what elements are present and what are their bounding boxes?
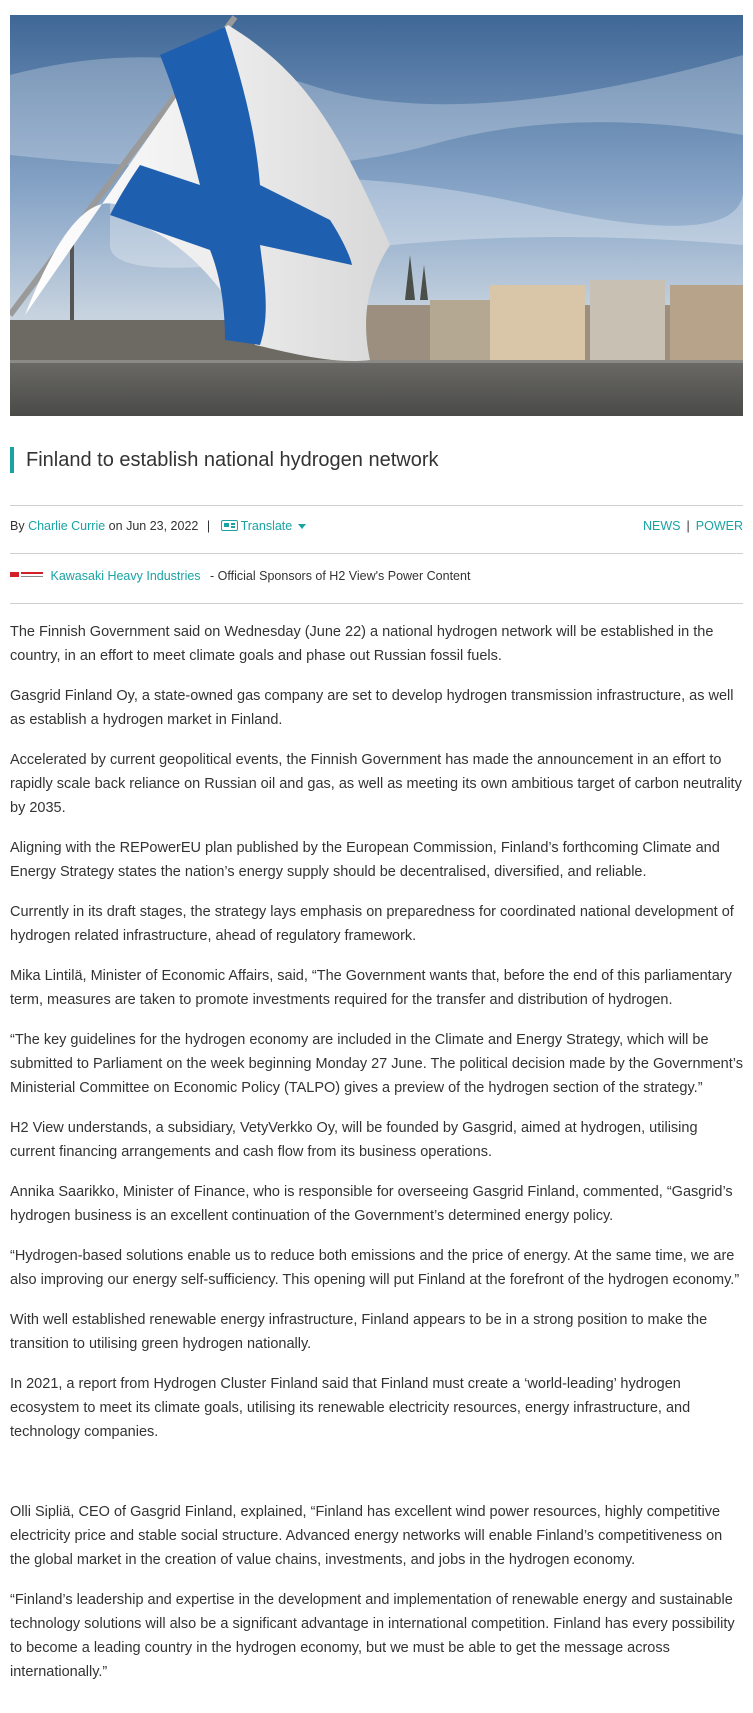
article-paragraph: In 2021, a report from Hydrogen Cluster Finland said that Finland must create a ‘world-leading’ hydrogen ecosystem to meet its climate goals, utilising its renewable electricity resources, energy infrastructure, and technology companies. bbox=[10, 1376, 691, 1440]
tag-separator: | bbox=[686, 519, 690, 533]
article-body bbox=[10, 620, 743, 1700]
article-paragraph: “The key guidelines for the hydrogen economy are included in the Climate and Energy Strategy, which will be submitted to Parliament on the week beginning Monday 27 June. The political decision made by the Government’s Ministerial Committee on Economic Policy (TALPO) gives a preview of the hydrogen section of the strategy.” bbox=[10, 1032, 743, 1096]
article-paragraph: With well established renewable energy infrastructure, Finland appears to be in a strong position to make the transition to utilising green hydrogen nationally. bbox=[10, 1312, 708, 1352]
divider bbox=[10, 505, 743, 506]
translate-label: Translate bbox=[240, 519, 293, 533]
tag-news[interactable]: NEWS bbox=[643, 519, 681, 533]
article-paragraph: “Hydrogen-based solutions enable us to reduce both emissions and the price of energy. At the same time, we are also improving our energy self-sufficiency. This opening will put Finland at the forefront of the hydrogen economy.” bbox=[10, 1248, 740, 1288]
hero-image bbox=[10, 15, 743, 416]
article-paragraph: “Finland’s leadership and expertise in the development and implementation of renewable energy and sustainable technology solutions will also be a significant advantage in international competition. Finland has every possibility to become a leading country in the hydrogen economy, but we must be able to get the message across internationally.” bbox=[10, 1592, 735, 1680]
finnish-flag-photo bbox=[10, 15, 743, 416]
translate-icon bbox=[221, 520, 238, 531]
article-paragraph: The Finnish Government said on Wednesday (June 22) a national hydrogen network will be established in the country, in an effort to meet climate goals and phase out Russian fossil fuels. bbox=[10, 624, 714, 664]
byline bbox=[10, 517, 743, 535]
category-tags bbox=[643, 517, 743, 535]
article-paragraph: Olli Sipliä, CEO of Gasgrid Finland, explained, “Finland has excellent wind power resources, highly competitive electricity price and stable social structure. Advanced energy networks will enable Finland’s competitiveness on the global market in the creation of value chains, investments, and jobs in the hydrogen economy. bbox=[10, 1504, 723, 1568]
article-paragraph: Accelerated by current geopolitical events, the Finnish Government has made the announcement in an effort to rapidly scale back reliance on Russian oil and gas, as well as meeting its own ambitious target of carbon neutrality by 2035. bbox=[10, 752, 742, 816]
article-paragraph: Currently in its draft stages, the strategy lays emphasis on preparedness for coordinated national development of hydrogen related infrastructure, ahead of regulatory framework. bbox=[10, 904, 734, 944]
byline-on: on bbox=[108, 519, 123, 533]
article-paragraph: H2 View understands, a subsidiary, VetyVerkko Oy, will be founded by Gasgrid, aimed at hydrogen, utilising current financing arrangements and cash flow from its business operations. bbox=[10, 1120, 698, 1160]
divider bbox=[10, 603, 743, 604]
publish-date: Jun 23, 2022 bbox=[126, 519, 199, 533]
article-paragraph: Gasgrid Finland Oy, a state-owned gas company are set to develop hydrogen transmission infrastructure, as well as establish a hydrogen market in Finland. bbox=[10, 688, 734, 728]
divider bbox=[10, 553, 743, 554]
article-title: Finland to establish national hydrogen network bbox=[26, 449, 439, 471]
empty-paragraph bbox=[10, 1460, 743, 1484]
byline-by: By bbox=[10, 519, 25, 533]
sponsor-text: - Official Sponsors of H2 View's Power Content bbox=[210, 569, 471, 583]
article-title-block bbox=[10, 447, 438, 473]
sponsor-line bbox=[10, 567, 470, 585]
kawasaki-logo-icon bbox=[10, 571, 43, 579]
article-paragraph: Mika Lintilä, Minister of Economic Affairs, said, “The Government wants that, before the end of this parliamentary term, measures are taken to promote investments required for the transfer and distribution of hydrogen. bbox=[10, 968, 732, 1008]
chevron-down-icon bbox=[298, 524, 306, 529]
byline-separator: | bbox=[206, 519, 211, 533]
translate-dropdown[interactable] bbox=[219, 519, 307, 533]
sponsor-link[interactable]: Kawasaki Heavy Industries bbox=[50, 569, 201, 583]
article-paragraph: Aligning with the REPowerEU plan published by the European Commission, Finland’s forthcoming Climate and Energy Strategy states the nation’s energy supply should be decentralised, diversified, and reliable. bbox=[10, 840, 720, 880]
author-link[interactable]: Charlie Currie bbox=[28, 519, 106, 533]
article-paragraph: Annika Saarikko, Minister of Finance, who is responsible for overseeing Gasgrid Finland, commented, “Gasgrid’s hydrogen business is an excellent continuation of the Government’s determined energy policy. bbox=[10, 1184, 733, 1224]
tag-power[interactable]: POWER bbox=[695, 519, 743, 533]
